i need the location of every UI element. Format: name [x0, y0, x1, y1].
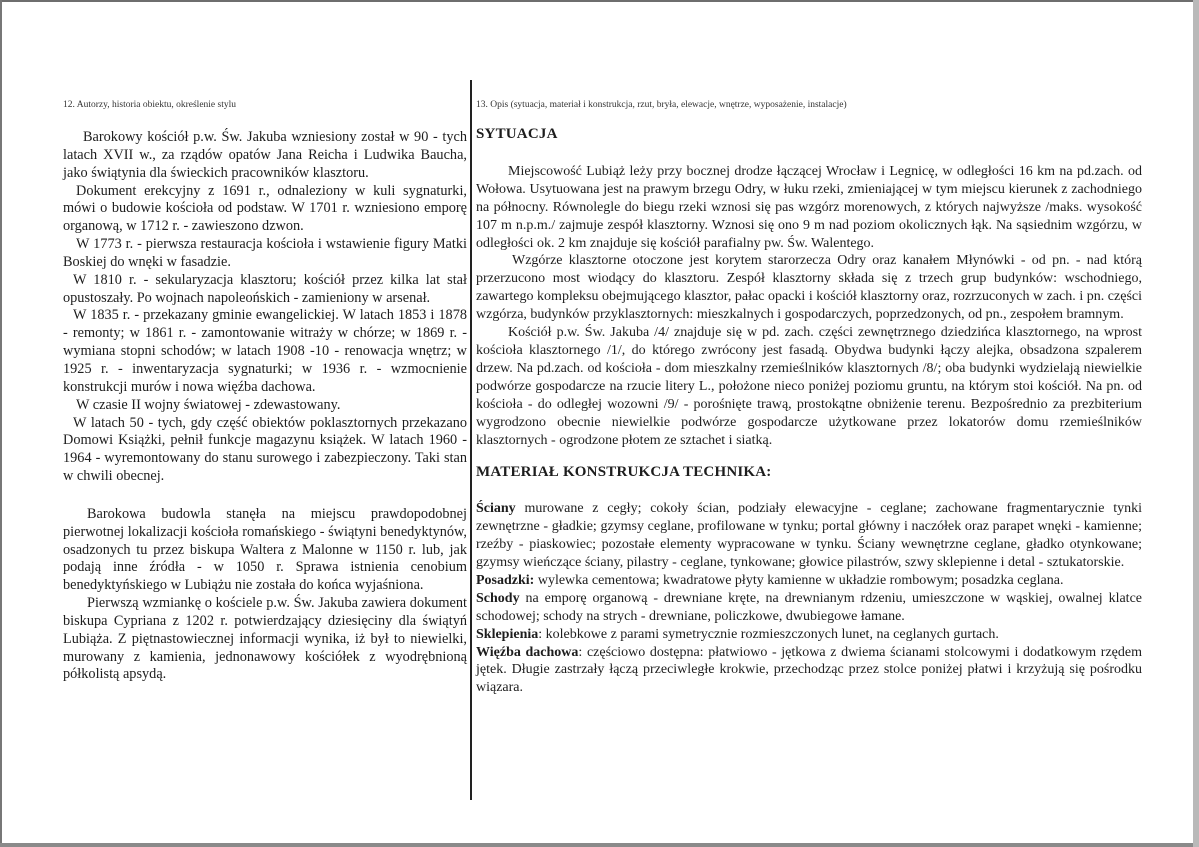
section-12-header: 12. Autorzy, historia obiektu, określenie stylu [63, 100, 236, 110]
scan-edge-bottom [0, 843, 1199, 847]
material-heading: MATERIAŁ KONSTRUKCJA TECHNIKA: [476, 464, 772, 481]
history-paragraph: W latach 50 - tych, gdy część obiektów poklasztornych przekazano Domowi Książki, pełnił funkcje magazynu książek. W latach 1960 - 1964 - wyremontowany do stanu surowego i zabezpieczony. Taki stan w chwili obecnej. [63, 414, 467, 485]
history-paragraph: W czasie II wojny światowej - zdewastowany. [76, 396, 341, 413]
history-paragraph: W 1810 r. - sekularyzacja klasztoru; kościół przez kilka lat stał opustoszały. Po wojnach napoleońskich - zamieniony w arsenał. [63, 271, 467, 306]
history-paragraph: Barokowy kościół p.w. Św. Jakuba wzniesiony został w 90 - tych latach XVII w., za rządów opatów Jana Reicha i Ludwika Baucha, jako świątynia dla świeckich pracowników klasztoru. [63, 129, 467, 181]
history-paragraph: Dokument erekcyjny z 1691 r., odnaleziony w kuli sygnaturki, mówi o budowie kościoła od podstaw. W 1701 r. wzniesiono emporę organową, w 1712 r. - zawieszono dzwon. [63, 182, 467, 235]
floors-label: Posadzki: [476, 572, 535, 588]
description-column [476, 126, 1142, 697]
history-column [63, 129, 467, 684]
stairs-entry [476, 590, 1142, 626]
sytuacja-heading: SYTUACJA [476, 126, 558, 142]
section-13-header: 13. Opis (sytuacja, materiał i konstrukcja, rzut, bryła, elewacje, wnętrze, wyposażenie, instalacje) [476, 100, 847, 110]
roof-truss-label: Więźba dachowa [476, 644, 579, 660]
walls-text: murowane z cegły; cokoły ścian, podziały elewacyjne - ceglane; zachowane fragmentarycznie tynki zewnętrzne - gładkie; gzymsy ceglane, profilowane w tynku; portal główny i naczółek oraz parapet wnęki - kamienne; rzeźby - piaskowiec; pozostałe elementy wypracowane w tynku. Ściany wewnętrzne ceglane, gładko otynkowane; gzymsy wieńczące ściany, pilastry - ceglane, tynkowane; głowice pilastrów, szwy sklepienne i detal - sztukatorskie. [476, 501, 1142, 571]
history-paragraph: W 1773 r. - pierwsza restauracja kościoła i wstawienie figury Matki Boskiej do wnęki w fasadzie. [63, 236, 467, 270]
floors-entry [476, 572, 1142, 590]
scan-edge-top [0, 0, 1199, 2]
column-divider [470, 80, 472, 800]
stairs-label: Schody [476, 590, 520, 606]
situation-paragraph: Miejscowość Lubiąż leży przy bocznej drodze łączącej Wrocław i Legnicę, w odległości 16 km na pd.zach. od Wołowa. Usytuowana jest na prawym brzegu Odry, w łuku rzeki, zmieniającej w tym miejscu kierunek z zachodniego na północny. Równolegle do biegu rzeki wznosi się pas wzgórz morenowych, z których najwyższe /maks. wysokość 107 m n.p.m./ zajmuje zespół klasztorny. Wznosi się ono 9 m nad poziom okolicznych łąk. Na sąsiednim wzgórzu, w odległości ok. 2 km znajduje się kościół parafialny pw. Św. Walentego. [476, 163, 1142, 251]
vaults-text: : kolebkowe z parami symetrycznie rozmieszczonych lunet, na ceglanych gurtach. [538, 626, 999, 642]
history-paragraph: Pierwszą wzmiankę o kościele p.w. Św. Jakuba zawiera dokument biskupa Cypriana z 1202 r. potwierdzający dziesięciny dla świątyń Lubiąża. Z piętnastowiecznej informacji wynika, iż był to niewielki, murowany z kamienia, jednonawowy kościółek z wyodrębnioną półkolistą apsydą. [63, 595, 467, 683]
history-paragraph: Barokowa budowla stanęła na miejscu prawdopodobnej pierwotnej lokalizacji kościoła romańskiego - świątyni benedyktynów, osadzonych tu przez biskupa Waltera z Malonne w 1150 r. lub, jak podają inne źródła - w 1050 r. Sprawa istnienia cenobium benedyktyńskiego w Lubiążu nie została do końca wyjaśniona. [63, 505, 467, 594]
situation-paragraph: Kościół p.w. Św. Jakuba /4/ znajduje się w pd. zach. części zewnętrznego dziedzińca klasztornego, na wprost kościoła klasztornego /1/, do którego zwrócony jest fasadą. Obydwa budynki łączy alejka, obsadzona szpalerem drzew. Na pd.zach. od kościoła - dom mieszkalny rzemieślników klasztornych /8/; oba budynki wydzielają niewielkie podwórze gospodarcze na rzucie litery L., położone nieco poniżej poziomu gruntu, na którym stoi kościół. Na pn. od kościoła - do odległej wozowni /9/ - porośnięte trawą, prostokątne obniżenie terenu. Bezpośrednio za prezbiterium wygrodzono obecnie niewielkie podwórze gospodarcze użytkowane przez lokatorów domu rzemieślników klasztornych - ogrodzone płotem ze sztachet i siatką. [476, 325, 1142, 448]
roof-truss-entry [476, 644, 1142, 698]
scan-edge-left [0, 0, 2, 847]
history-paragraph: W 1835 r. - przekazany gminie ewangelickiej. W latach 1853 i 1878 - remonty; w 1861 r. - zamontowanie witraży w chórze; w 1869 r. - wymiana stopni schodów; w latach 1908 -10 - renowacja wnętrz; w 1925 r. - inwentaryzacja sygnaturki; w 1936 r. - wzmocnienie konstrukcji murów i nowa więźba dachowa. [63, 307, 467, 395]
roof-truss-text: : częściowo dostępna: płatwiowo - jętkowa z dwiema ścianami stolcowymi i dodatkowym rzędem jętek. Długie zastrzały łączą przeciwległe krokwie, przechodząc przez stolce poniżej płatwi i krzyżują się pośrodku wiązara. [476, 644, 1142, 696]
scan-edge-right [1193, 0, 1199, 847]
floors-text: wylewka cementowa; kwadratowe płyty kamienne w układzie rombowym; posadzka ceglana. [534, 572, 1064, 588]
vaults-entry [476, 626, 1142, 644]
stairs-text: na emporę organową - drewniane kręte, na drewnianym rdzeniu, umieszczone w wąskiej, owalnej klatce schodowej; schody na strych - drewniane, policzkowe, dwubiegowe łamane. [476, 590, 1142, 624]
walls-entry [476, 500, 1142, 572]
walls-label: Ściany [476, 501, 516, 517]
situation-paragraph: Wzgórze klasztorne otoczone jest korytem starorzecza Odry oraz kanałem Młynówki - od pn. - nad którą przerzucono most wiodący do klasztoru. Zespół klasztorny składa się z trzech grup budynków: wschodniego, zawartego kompleksu obejmującego klasztor, pałac opacki i kościół klasztorny oraz, rozrzuconych w zach. i pn. części wzgórza, budynków przyklasztornych: mieszkalnych i gospodarczych, poprzedzonych, od pn., zespołem bramnym. [476, 253, 1142, 323]
vaults-label: Sklepienia [476, 626, 539, 642]
